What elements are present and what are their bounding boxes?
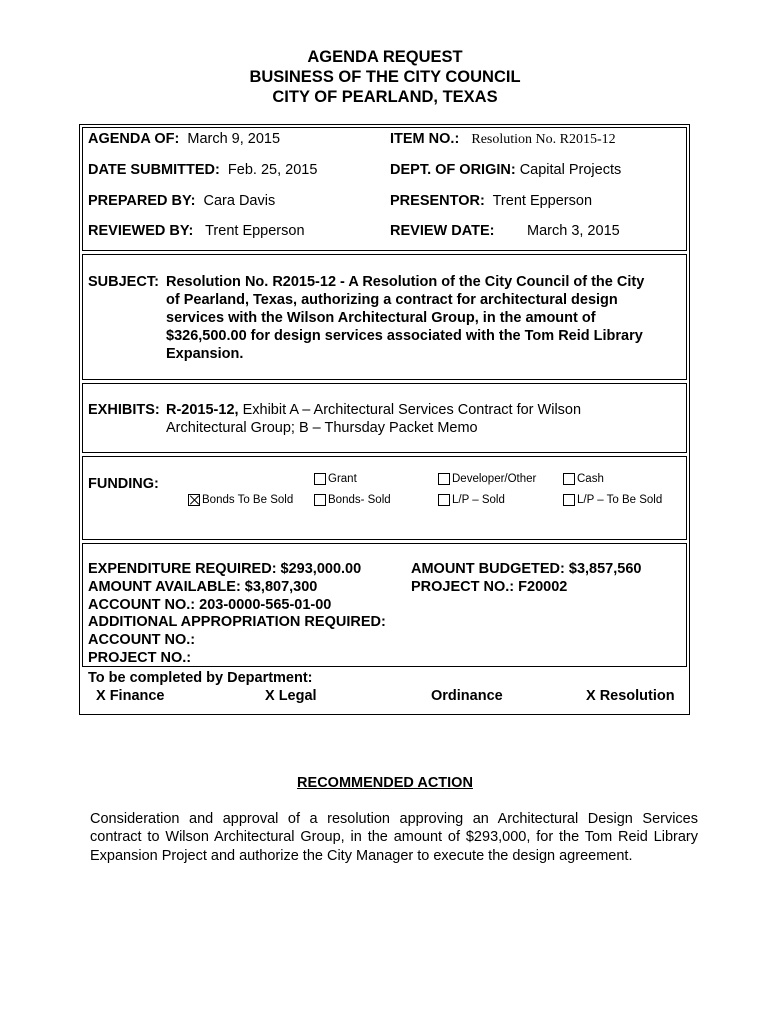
review-date-label: REVIEW DATE: (390, 223, 495, 239)
account-no-2: ACCOUNT NO.: (88, 632, 196, 649)
dept-legal: X Legal (265, 688, 317, 704)
prepared-by-value: Cara Davis (203, 193, 276, 209)
document-title (0, 47, 770, 107)
dept-finance: X Finance (96, 688, 165, 704)
presentor-value: Trent Epperson (492, 193, 593, 209)
recommended-line: Expansion Project and authorize the City Manager to execute the design agreement. (90, 847, 633, 864)
bonds-sold-checkbox[interactable] (314, 493, 391, 507)
dept-resolution: X Resolution (586, 688, 675, 704)
title-line-1: AGENDA REQUEST (307, 48, 463, 66)
presentor-label: PRESENTOR: (390, 193, 485, 209)
subject-label: SUBJECT: (88, 274, 159, 290)
recommended-line: Consideration and approval of a resolution approving an Architectural Design Services (90, 811, 698, 827)
date-submitted-field (88, 161, 317, 179)
expenditure-left (88, 561, 386, 668)
presentor-field (390, 192, 592, 210)
subject-text (166, 273, 681, 363)
review-date-value: March 3, 2015 (527, 223, 620, 239)
subject-line: $326,500.00 for design services associated with the Tom Reid Library (166, 328, 643, 344)
dept-origin-label: DEPT. OF ORIGIN: (390, 162, 516, 178)
recommended-action-heading: RECOMMENDED ACTION (297, 775, 473, 791)
reviewed-by-label: REVIEWED BY: (88, 223, 194, 239)
checkbox-empty-icon (314, 473, 326, 485)
exhibits-text (166, 401, 581, 437)
lp-to-be-sold-checkbox[interactable] (563, 493, 662, 507)
subject-line: of Pearland, Texas, authorizing a contract for architectural design (166, 292, 618, 308)
lp-sold-checkbox[interactable] (438, 493, 505, 507)
agenda-of-field (88, 130, 280, 148)
recommended-line: contract to Wilson Architectural Group, in the amount of $293,000, for the Tom Reid Library (90, 829, 698, 846)
dept-ordinance: Ordinance (431, 688, 503, 704)
reviewed-by-value: Trent Epperson (205, 223, 305, 239)
exhibits-ref: R-2015-12, (166, 402, 239, 418)
exhibits-label: EXHIBITS: (88, 402, 160, 418)
date-submitted-value: Feb. 25, 2015 (227, 162, 318, 178)
bonds-sold-label: Bonds- Sold (328, 494, 391, 506)
agenda-of-value: March 9, 2015 (187, 131, 281, 147)
checkbox-empty-icon (563, 473, 575, 485)
subject-line: Expansion. (166, 346, 244, 362)
exhibits-line-1: Exhibit A – Architectural Services Contract for Wilson (242, 402, 582, 418)
checkbox-empty-icon (438, 473, 450, 485)
additional-appropriation: ADDITIONAL APPROPRIATION REQUIRED: (88, 614, 386, 631)
item-no-value: Resolution No. R2015-12 (471, 132, 616, 147)
subject-line: Resolution No. R2015-12 - A Resolution of the City Council of the City (166, 274, 645, 290)
item-no-label: ITEM NO.: (390, 131, 460, 147)
grant-checkbox[interactable] (314, 472, 357, 486)
prepared-by-label: PREPARED BY: (88, 193, 196, 209)
recommended-action-body (90, 810, 698, 865)
exhibits-line-2: Architectural Group; B – Thursday Packet Memo (166, 420, 478, 436)
developer-other-checkbox[interactable] (438, 472, 536, 486)
checkbox-empty-icon (438, 494, 450, 506)
expenditure-required: EXPENDITURE REQUIRED: $293,000.00 (88, 561, 362, 577)
item-no-field (390, 130, 616, 149)
department-label: To be completed by Department: (88, 670, 313, 686)
amount-available: AMOUNT AVAILABLE: $3,807,300 (88, 578, 318, 595)
funding-label: FUNDING: (88, 476, 159, 492)
lp-sold-label: L/P – Sold (452, 494, 505, 506)
subject-line: services with the Wilson Architectural Group, in the amount of (166, 310, 596, 326)
dept-origin-value: Capital Projects (519, 162, 622, 178)
checkbox-empty-icon (314, 494, 326, 506)
cash-label: Cash (577, 473, 604, 485)
title-line-2: BUSINESS OF THE CITY COUNCIL (249, 68, 521, 86)
checkbox-empty-icon (563, 494, 575, 506)
cash-checkbox[interactable] (563, 472, 604, 486)
date-submitted-label: DATE SUBMITTED: (88, 162, 220, 178)
bonds-to-be-sold-checkbox[interactable] (188, 493, 293, 507)
project-no-2: PROJECT NO.: (88, 649, 192, 666)
lp-to-be-sold-label: L/P – To Be Sold (577, 494, 663, 506)
dept-origin-field (390, 161, 621, 179)
account-no: ACCOUNT NO.: 203-0000-565-01-00 (88, 596, 332, 613)
review-date-field (390, 222, 494, 240)
agenda-of-label: AGENDA OF: (88, 131, 180, 147)
grant-label: Grant (328, 473, 357, 485)
project-no: PROJECT NO.: F20002 (411, 578, 568, 595)
prepared-by-field (88, 192, 275, 210)
expenditure-right (411, 561, 641, 597)
checkbox-checked-icon (188, 494, 200, 506)
title-line-3: CITY OF PEARLAND, TEXAS (272, 88, 498, 106)
bonds-to-be-sold-label: Bonds To Be Sold (202, 494, 294, 506)
amount-budgeted: AMOUNT BUDGETED: $3,857,560 (411, 561, 642, 577)
developer-other-label: Developer/Other (452, 473, 537, 485)
reviewed-by-field (88, 222, 305, 240)
